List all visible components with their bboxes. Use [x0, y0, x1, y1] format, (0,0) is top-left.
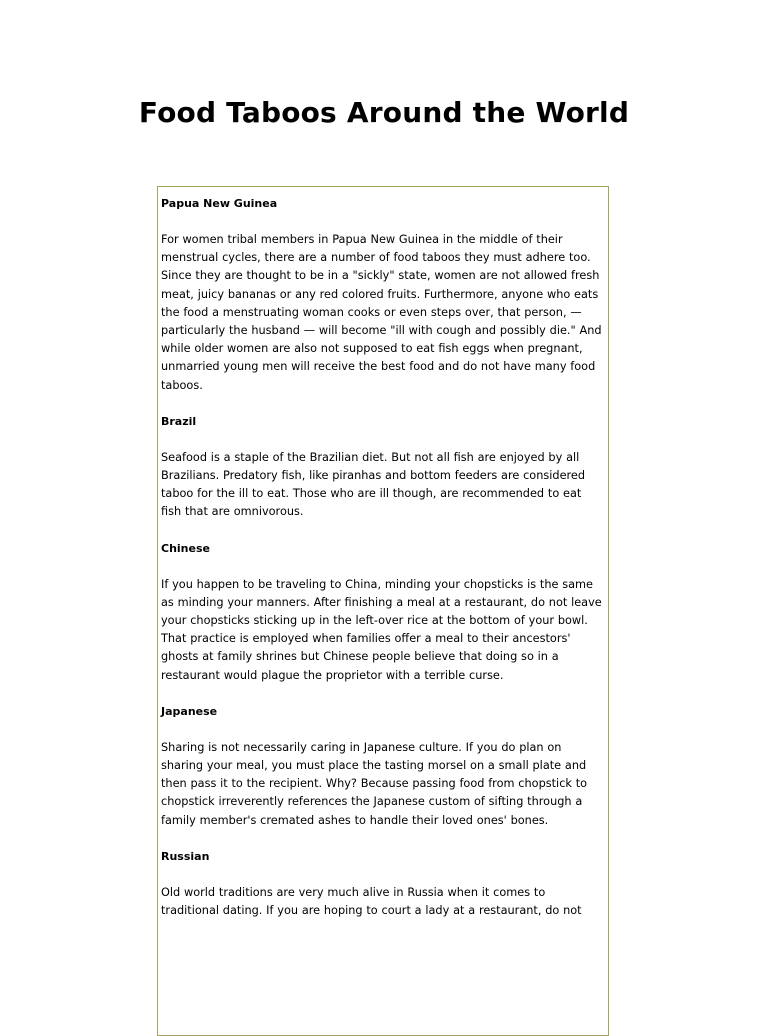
- section-body: Seafood is a staple of the Brazilian diet. But not all fish are enjoyed by all Brazilians. Predatory fish, like piranhas and bottom feeders are considered taboo for the ill to eat. Those who are ill though, are recommended to eat fish that are omnivorous.: [161, 450, 586, 519]
- section-chinese: [161, 540, 605, 685]
- section-papua-new-guinea: [161, 195, 605, 395]
- section-heading: Brazil: [161, 414, 197, 428]
- section-body: Sharing is not necessarily caring in Japanese culture. If you do plan on sharing your meal, you must place the tasting morsel on a small plate and then pass it to the recipient. Why? Because passing food from chopstick to chopstick irreverently references the Japanese custom of sifting through a family member's cremated ashes to handle their loved ones' bones.: [161, 740, 588, 827]
- page-title: Food Taboos Around the World: [138, 96, 630, 129]
- section-heading: Japanese: [161, 704, 218, 718]
- section-heading: Papua New Guinea: [161, 197, 278, 210]
- section-heading: Chinese: [161, 541, 210, 555]
- section-body: For women tribal members in Papua New Guinea in the middle of their menstrual cycles, there are a number of food taboos they must adhere too. Since they are thought to be in a "sickly" state, women are not allowed fresh meat, juicy bananas or any red colored fruits. Furthermore, anyone who eats the food a menstruating woman cooks or even steps over, that person, — particularly the husband — will become "ill with cough and possibly die." And while older women are also not supposed to eat fish eggs when pregnant, unmarried young men will receive the best food and do not have many food taboos.: [161, 233, 602, 392]
- section-brazil: [161, 413, 605, 522]
- section-russian: [161, 848, 605, 920]
- section-japanese: [161, 703, 605, 830]
- section-body: If you happen to be traveling to China, minding your chopsticks is the same as minding your manners. After finishing a meal at a restaurant, do not leave your chopsticks sticking up in the left-over rice at the bottom of your bowl. That practice is employed when families offer a meal to their ancestors' ghosts at family shrines but Chinese people believe that doing so in a restaurant would plague the proprietor with a terrible curse.: [161, 577, 602, 682]
- section-body: Old world traditions are very much alive in Russia when it comes to traditional dating. If you are hoping to court a lady at a restaurant, do not: [161, 885, 582, 918]
- content-box: [157, 186, 609, 1036]
- section-heading: Russian: [161, 849, 210, 863]
